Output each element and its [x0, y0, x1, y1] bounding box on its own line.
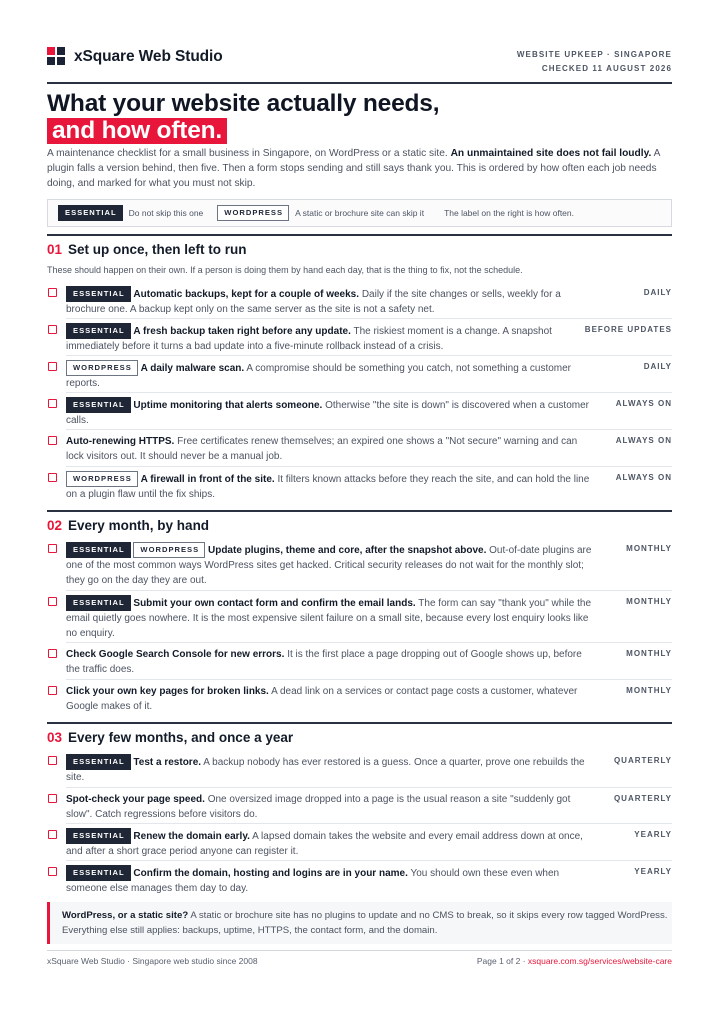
item-body	[66, 286, 594, 317]
footer-left: xSquare Web Studio · Singapore web studio since 2008	[47, 956, 258, 966]
item-title: Automatic backups, kept for a couple of weeks.	[133, 289, 360, 300]
section-description: These should happen on their own. If a person is doing them by hand each day, that is the thing to fix, not the schedule.	[47, 265, 523, 275]
frequency-label: MONTHLY	[626, 686, 672, 695]
item-title: Spot-check your page speed.	[66, 794, 205, 805]
item-text: It filters known attacks before they reach the site, and can hold the line on a plugin flaw until the fix ships.	[66, 474, 590, 500]
item-title: Submit your own contact form and confirm the email lands.	[133, 598, 416, 609]
intro-bold: An unmaintained site does not fail loudly.	[450, 148, 652, 159]
callout-bold: WordPress, or a static site?	[62, 910, 189, 921]
item-title: Update plugins, theme and core, after the snapshot above.	[207, 545, 487, 556]
legend-wordpress-text: A static or brochure site can skip it	[295, 208, 425, 218]
checkbox[interactable]	[48, 436, 57, 445]
checkbox[interactable]	[48, 830, 57, 839]
item-divider	[66, 392, 672, 393]
frequency-label: MONTHLY	[626, 544, 672, 553]
item-body	[66, 397, 594, 428]
item-body	[66, 323, 594, 354]
wordpress-tag: WORDPRESS	[66, 471, 138, 487]
item-title: Click your own key pages for broken links.	[66, 686, 269, 697]
item-divider	[66, 823, 672, 824]
checkbox[interactable]	[48, 649, 57, 658]
item-text: Otherwise "the site is down" is discovered when a customer calls.	[66, 400, 589, 426]
section-title: Every month, by hand	[68, 518, 210, 533]
item-text: It is the first place a page dropping out of Google shows up, before the traffic does.	[66, 649, 582, 675]
essential-tag: ESSENTIAL	[66, 323, 131, 339]
frequency-label: BEFORE UPDATES	[584, 325, 672, 334]
item-text: Daily if the site changes or sells, weekly for a brochure one. A backup kept only on the same server as the site is not a safety net.	[66, 289, 561, 315]
footer-divider	[47, 950, 672, 951]
item-divider	[66, 318, 672, 319]
item-body	[66, 595, 594, 641]
frequency-label: DAILY	[643, 288, 672, 297]
item-text: The riskiest moment is a change. A snapshot immediately before it turns a bad update into a five-minute rollback instead of a crisis.	[66, 326, 552, 352]
checkbox[interactable]	[48, 399, 57, 408]
item-title: A daily malware scan.	[140, 363, 245, 374]
checkbox[interactable]	[48, 544, 57, 553]
item-divider	[66, 860, 672, 861]
checkbox[interactable]	[48, 756, 57, 765]
checkbox[interactable]	[48, 325, 57, 334]
section-divider	[47, 722, 672, 724]
item-body	[66, 647, 594, 677]
item-body	[66, 360, 594, 391]
checkbox[interactable]	[48, 686, 57, 695]
checkbox[interactable]	[48, 473, 57, 482]
frequency-label: YEARLY	[634, 867, 672, 876]
item-body	[66, 865, 594, 896]
item-body	[66, 754, 594, 785]
section-divider	[47, 510, 672, 512]
title-line2-highlight: and how often.	[47, 118, 227, 144]
essential-tag: ESSENTIAL	[66, 754, 131, 770]
item-text: One oversized image dropped into a page is the usual reason a site "suddenly got slow". Catch regressions before visitors do.	[66, 794, 571, 820]
title-line1: What your website actually needs,	[47, 90, 440, 117]
footer-page-number: Page 1 of 2 ·	[476, 956, 526, 966]
frequency-label: ALWAYS ON	[615, 399, 672, 408]
legend-essential-text: Do not skip this one	[128, 208, 204, 218]
essential-tag: ESSENTIAL	[66, 595, 131, 611]
essential-tag: ESSENTIAL	[66, 286, 131, 302]
frequency-label: MONTHLY	[626, 649, 672, 658]
header-meta-line1: WEBSITE UPKEEP · SINGAPORE	[516, 50, 672, 59]
item-text: Out-of-date plugins are one of the most common ways WordPress sites get hacked. Critical security releases do not wait for the monthly slot; they go on the day they are out.	[66, 545, 592, 586]
item-title: Auto-renewing HTTPS.	[66, 436, 175, 447]
item-text: A lapsed domain takes the website and every email address down at once, and after a short grace period anyone can register it.	[66, 831, 583, 857]
header-meta	[517, 48, 672, 76]
section-number: 02	[47, 518, 63, 533]
item-divider	[66, 429, 672, 430]
essential-tag: ESSENTIAL	[66, 542, 131, 558]
item-body	[66, 792, 594, 822]
header-meta-line2: CHECKED 11 AUGUST 2026	[541, 64, 672, 73]
item-title: A firewall in front of the site.	[140, 474, 275, 485]
item-title: Confirm the domain, hosting and logins are in your name.	[133, 868, 408, 879]
item-body	[66, 828, 594, 859]
wordpress-tag: WORDPRESS	[66, 360, 138, 376]
item-body	[66, 542, 594, 588]
section-heading	[47, 730, 293, 745]
section-number: 03	[47, 730, 63, 745]
legend-essential-tag: ESSENTIAL	[58, 205, 123, 221]
footer-right	[477, 956, 672, 966]
section-heading	[47, 518, 209, 533]
item-text: Free certificates renew themselves; an expired one shows a "Not secure" warning and can lock visitors out. It should never be a manual job.	[66, 436, 578, 462]
frequency-label: QUARTERLY	[613, 756, 672, 765]
item-divider	[66, 466, 672, 467]
frequency-label: ALWAYS ON	[615, 436, 672, 445]
essential-tag: ESSENTIAL	[66, 397, 131, 413]
essential-tag: ESSENTIAL	[66, 865, 131, 881]
item-text: A dead link on a services or contact page costs a customer, whatever Google makes of it.	[66, 686, 578, 712]
header-divider	[47, 82, 672, 84]
checkbox[interactable]	[48, 362, 57, 371]
frequency-label: ALWAYS ON	[615, 473, 672, 482]
item-body	[66, 434, 594, 464]
item-text: A compromise should be something you catch, not something a customer reports.	[66, 363, 572, 389]
section-heading	[47, 242, 247, 257]
section-divider	[47, 234, 672, 236]
item-divider	[66, 642, 672, 643]
checkbox[interactable]	[48, 597, 57, 606]
frequency-label: YEARLY	[634, 830, 672, 839]
checkbox[interactable]	[48, 867, 57, 876]
essential-tag: ESSENTIAL	[66, 828, 131, 844]
checkbox[interactable]	[48, 288, 57, 297]
section-number: 01	[47, 242, 63, 257]
brand-logo-icon	[47, 47, 66, 66]
section-title: Set up once, then left to run	[68, 242, 247, 257]
intro-paragraph	[47, 146, 672, 191]
frequency-label: DAILY	[643, 362, 672, 371]
item-body	[66, 471, 594, 502]
item-divider	[66, 787, 672, 788]
item-text: You should own these even when someone else manages them day to day.	[66, 868, 560, 894]
item-divider	[66, 679, 672, 680]
item-text: A backup nobody has ever restored is a guess. Once a quarter, prove one rebuilds the site.	[66, 757, 585, 783]
wordpress-tag: WORDPRESS	[133, 542, 205, 558]
callout-text: A static or brochure site has no plugins to update and no CMS to break, so it skips every row tagged WordPress. Everything else still applies: backups, uptime, HTTPS, the contact form, and the domain.	[62, 910, 668, 936]
item-divider	[66, 590, 672, 591]
item-title: A fresh backup taken right before any update.	[133, 326, 351, 337]
legend-frequency-text: The label on the right is how often.	[444, 208, 575, 218]
brand-name: xSquare Web Studio	[74, 47, 223, 65]
item-title: Uptime monitoring that alerts someone.	[133, 400, 323, 411]
legend	[47, 199, 672, 227]
brand[interactable]	[47, 47, 223, 66]
item-title: Renew the domain early.	[133, 831, 250, 842]
frequency-label: MONTHLY	[626, 597, 672, 606]
item-text: The form can say "thank you" while the email quietly goes nowhere. It is the most expensive silent failure on a small site, because every lost enquiry looks like no enquiry.	[66, 598, 592, 639]
intro-text2: A plugin falls a version behind, then five. Then a form stops sending and still says thank you. This is ordered by how often each job needs doing, and marked for what you must not skip.	[47, 148, 660, 189]
page-title	[47, 91, 439, 144]
intro-text1: A maintenance checklist for a small business in Singapore, on WordPress or a static site.	[47, 148, 448, 159]
checkbox[interactable]	[48, 794, 57, 803]
legend-wordpress-tag: WORDPRESS	[217, 205, 289, 221]
page	[47, 0, 672, 1018]
footer-url-link[interactable]: xsquare.com.sg/services/website-care	[527, 956, 672, 966]
frequency-label: QUARTERLY	[613, 794, 672, 803]
section-title: Every few months, and once a year	[68, 730, 294, 745]
item-title: Check Google Search Console for new errors.	[66, 649, 285, 660]
item-title: Test a restore.	[133, 757, 202, 768]
item-body	[66, 684, 594, 714]
item-divider	[66, 355, 672, 356]
callout-note	[47, 902, 672, 944]
